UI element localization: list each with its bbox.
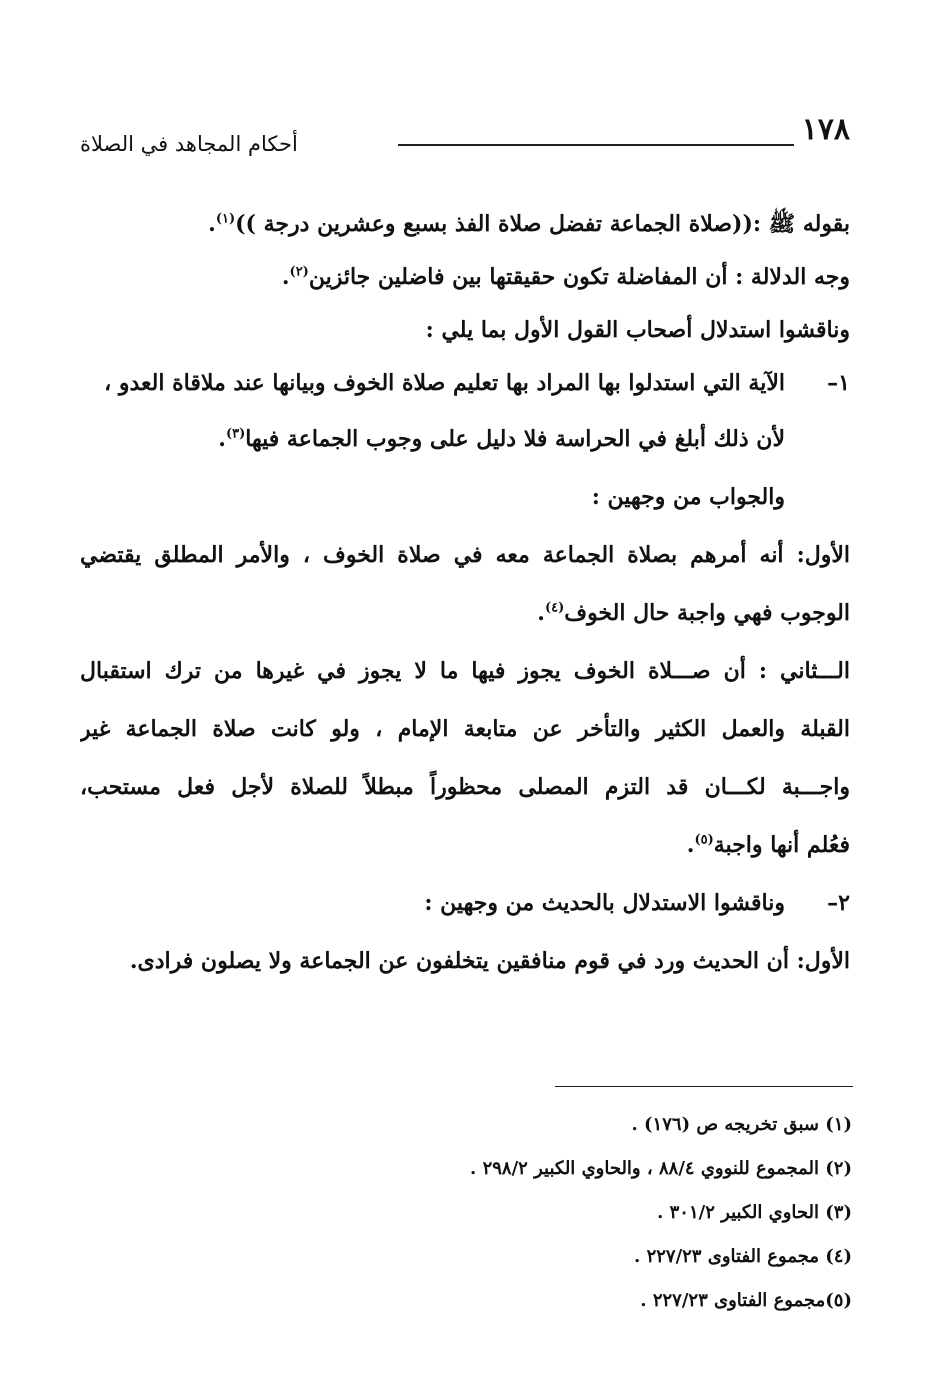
list-item-1: ١– الآية التي استدلوا بها المراد بها تعليم صلاة الخوف وبيانها عند ملاقاة العدو ،	[80, 357, 850, 410]
page-number: ١٧٨	[801, 112, 850, 147]
text-line: الأول: أن الحديث ورد في قوم منافقين يتخلفون عن الجماعة ولا يصلون فرادى.	[129, 948, 850, 974]
page-header	[80, 112, 850, 162]
footnotes	[80, 1103, 852, 1323]
footnote-ref: (٣)	[225, 426, 246, 442]
footnote: (٥)مجموع الفتاوى ٢٢٧/٢٣ .	[640, 1290, 852, 1311]
footnote-ref: (٥)	[694, 832, 714, 848]
text-line: القبلة والعمل الكثير والتأخر عن متابعة الإمام ، ولو كانت صلاة الجماعة غير	[80, 716, 850, 742]
footnote: (٤) مجموع الفتاوى ٢٢٧/٢٣ .	[634, 1246, 852, 1267]
footnote-ref: (٤)	[544, 600, 565, 616]
list-item-number: ١–	[827, 370, 850, 396]
footnote: (٣) الحاوي الكبير ٣٠١/٢ .	[657, 1202, 852, 1223]
footnote: (١) سبق تخريجه ص (١٧٦) .	[631, 1114, 852, 1135]
text-line: الأول: أنه أمرهم بصلاة الجماعة معه في صلاة الخوف ، والأمر المطلق يقتضي	[80, 542, 850, 568]
text-line: واجـــبة لكـــان قد التزم المصلى محظوراً مبطلاً للصلاة لأجل فعل مستحب،	[80, 774, 850, 800]
text-line: فعُلم أنها واجبة$^{(٥)}$.	[686, 832, 850, 858]
text-line: وناقشوا استدلال أصحاب القول الأول بما يلي :	[425, 317, 850, 343]
running-title: أحكام المجاهد في الصلاة	[80, 132, 298, 156]
footnote-ref: (٢)	[289, 264, 309, 280]
footnote: (٢) المجموع للنووي ٨٨/٤ ، والحاوي الكبير ٢٩٨/٢ .	[470, 1158, 852, 1179]
list-item-number: ٢–	[827, 890, 850, 916]
footnote-ref: (١)	[215, 211, 236, 227]
text-line: لأن ذلك أبلغ في الحراسة فلا دليل على وجوب الجماعة فيها$^{(٣)}$.	[218, 426, 785, 452]
footnote-separator	[555, 1086, 853, 1087]
text-line: الوجوب فهي واجبة حال الخوف$^{(٤)}$.	[537, 600, 850, 626]
text-line: وجه الدلالة : أن المفاضلة تكون حقيقتها بين فاضلين جائزين$^{(٢)}$.	[281, 264, 850, 290]
text-line: والجواب من وجهين :	[591, 484, 785, 510]
text-line: الـــثاني : أن صـــلاة الخوف يجوز فيها ما لا يجوز في غيرها من ترك استقبال	[80, 658, 850, 684]
text-line: بقوله ﷺ :((صلاة الجماعة تفضل صلاة الفذ بسبع وعشرين درجة ))$^{(١)}$.	[208, 211, 850, 237]
main-text	[80, 198, 850, 990]
header-rule	[398, 144, 794, 146]
list-item-2: ٢– وناقشوا الاستدلال بالحديث من وجهين :	[80, 874, 850, 932]
